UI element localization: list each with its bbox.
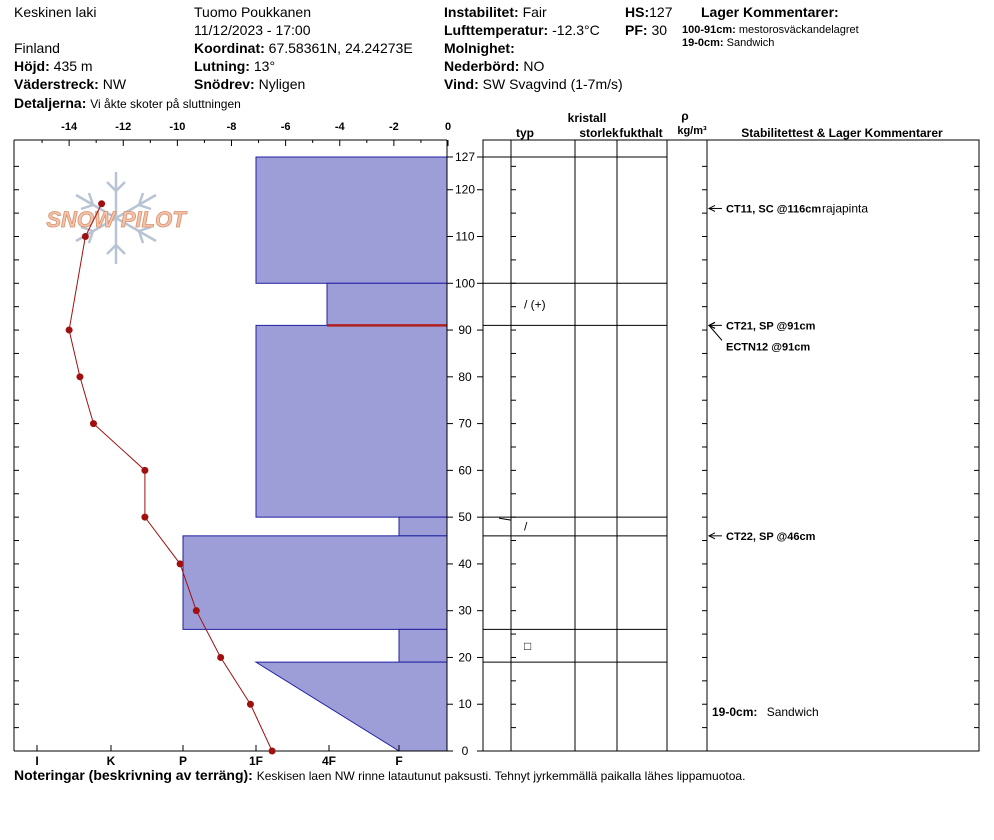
grain-symbol: / (+): [524, 297, 546, 312]
bottom-comment-range: 19-0cm:: [712, 705, 758, 719]
temp-tick-label: -10: [169, 121, 186, 133]
height-tick-label: 120: [454, 182, 476, 197]
height-tick-label: 127: [454, 150, 476, 164]
stability-value: Fair: [522, 4, 547, 20]
temperature-point: [90, 420, 97, 427]
aspect-value: NW: [102, 76, 127, 92]
slope-value: 13°: [253, 58, 276, 74]
layer-comments-title: Lager Kommentarer:: [701, 4, 839, 20]
column-rho: ρ: [681, 109, 689, 123]
temperature-point: [269, 748, 276, 755]
aspect-label: Väderstreck:: [14, 76, 99, 92]
height-tick-label: 10: [458, 697, 472, 712]
snowpilot-watermark: [46, 172, 187, 264]
details-value: Vi åkte skoter på sluttningen: [90, 97, 241, 111]
hardness-layer: [256, 157, 447, 283]
hardness-layer: [399, 629, 447, 662]
layer-comment-range: 100-91cm:: [682, 24, 736, 36]
temperature-point: [141, 514, 148, 521]
column-type: typ: [516, 126, 534, 140]
grain-symbol: □: [524, 638, 532, 653]
penetration-foot-value: 30: [651, 22, 668, 38]
height-tick-label: 70: [458, 416, 472, 431]
hardness-layer: [327, 283, 447, 325]
wind-value: SW Svagvind (1-7m/s): [482, 76, 623, 92]
temperature-point: [177, 560, 184, 567]
temp-tick-label: 0: [444, 121, 452, 133]
column-density-unit: kg/m³: [677, 125, 707, 137]
height-tick-label: 20: [458, 650, 472, 665]
temperature-point: [217, 654, 224, 661]
stability-test-arrow: [709, 325, 722, 340]
wind-label: Vind:: [444, 76, 479, 92]
temp-tick-label: -4: [334, 121, 345, 133]
watermark-text: SNOW PILOT: [46, 207, 186, 232]
temperature-point: [193, 607, 200, 614]
grain-symbol: /: [524, 519, 528, 534]
layer-boundary-connector: [499, 518, 511, 520]
height-tick-label: 40: [458, 556, 472, 571]
snow-drift-value: Nyligen: [258, 76, 306, 92]
terrain-notes: [14, 767, 745, 784]
column-moisture: fukthalt: [619, 126, 663, 140]
height-tick-label: 0: [461, 744, 469, 758]
stability-test-label: CT21, SP @91cm: [726, 320, 816, 333]
height-tick-label: 50: [458, 510, 472, 525]
hardness-layer: [399, 517, 447, 536]
stability-test-comment: rajapinta: [822, 201, 869, 216]
temp-tick-label: -12: [115, 121, 132, 133]
temperature-point: [82, 233, 89, 240]
stability-test-label: ECTN12 @91cm: [726, 341, 811, 354]
location-name: Keskinen laki: [14, 4, 97, 20]
slope-label: Lutning:: [194, 58, 250, 74]
temperature-profile: [66, 200, 276, 754]
country: Finland: [14, 40, 60, 56]
height-tick-label: 80: [458, 369, 472, 384]
snow-drift-label: Snödrev:: [194, 76, 255, 92]
height-tick-label: 90: [458, 323, 472, 338]
coordinates-label: Koordinat:: [194, 40, 265, 56]
temperature-point: [141, 467, 148, 474]
layer-comment-range: 19-0cm:: [682, 37, 724, 49]
temperature-point: [66, 327, 73, 334]
layer-comment-text: mestorosväckandelagret: [738, 24, 859, 36]
temperature-line: [69, 204, 272, 751]
temperature-point: [247, 701, 254, 708]
snow-height-value: 127: [649, 4, 673, 20]
height-tick-label: 100: [454, 276, 476, 291]
hardness-layer: [256, 662, 447, 751]
bottom-comment-text: Sandwich: [766, 705, 819, 719]
observation-datetime: 11/12/2023 - 17:00: [194, 22, 311, 38]
hardness-tick-label: F: [395, 754, 403, 768]
column-crystal: kristall: [567, 111, 607, 125]
details-label: Detaljerna:: [14, 95, 87, 111]
terrain-notes-text: Keskisen laen NW rinne latautunut paksusti. Tehnyt jyrkemmällä paikalla lähes lippamuotoa.: [256, 769, 746, 783]
hardness-tick-label: K: [106, 754, 116, 768]
terrain-notes-label: Noteringar (beskrivning av terräng):: [14, 767, 253, 783]
layer-comment-text: Sandwich: [726, 37, 775, 49]
precipitation-value: NO: [523, 58, 545, 74]
observer-name: Tuomo Poukkanen: [194, 4, 311, 20]
hardness-tick-label: P: [178, 754, 188, 768]
temp-tick-label: -6: [280, 121, 291, 133]
temp-tick-label: -8: [226, 121, 237, 133]
hardness-tick-label: 4F: [321, 754, 337, 768]
temperature-point: [98, 200, 105, 207]
height-tick-label: 110: [455, 229, 475, 244]
temperature-point: [76, 373, 83, 380]
grain-table-frame: [483, 140, 979, 751]
stability-test-label: CT22, SP @46cm: [726, 530, 816, 543]
penetration-foot-label: PF:: [625, 22, 648, 38]
elevation-value: 435 m: [53, 58, 93, 74]
column-stability: Stabilitettest & Lager Kommentarer: [741, 126, 943, 140]
sky-cover-label: Molnighet:: [444, 40, 515, 56]
hardness-layers: [183, 157, 447, 751]
temp-tick-label: -14: [61, 121, 78, 133]
stability-tests: [709, 201, 868, 542]
height-tick-label: 30: [458, 603, 472, 618]
temp-tick-label: -2: [388, 121, 399, 133]
air-temperature-label: Lufttemperatur:: [444, 22, 549, 38]
column-size: storlek: [579, 126, 619, 140]
hardness-tick-label: I: [35, 754, 39, 768]
hardness-tick-label: 1F: [248, 754, 264, 768]
precipitation-label: Nederbörd:: [444, 58, 520, 74]
bottom-layer-comment: [712, 705, 819, 719]
stability-label: Instabilitet:: [444, 4, 519, 20]
air-temperature-value: -12.3°C: [552, 22, 600, 38]
coordinates-value: 67.58361N, 24.24273E: [268, 40, 413, 56]
snow-height-label: HS:: [625, 4, 650, 20]
stability-test-label: CT11, SC @116cm: [726, 203, 822, 216]
hardness-layer: [256, 325, 447, 517]
hardness-layer: [183, 536, 447, 630]
grain-symbols: [524, 297, 546, 652]
height-tick-label: 60: [458, 463, 472, 478]
elevation-label: Höjd:: [14, 58, 50, 74]
